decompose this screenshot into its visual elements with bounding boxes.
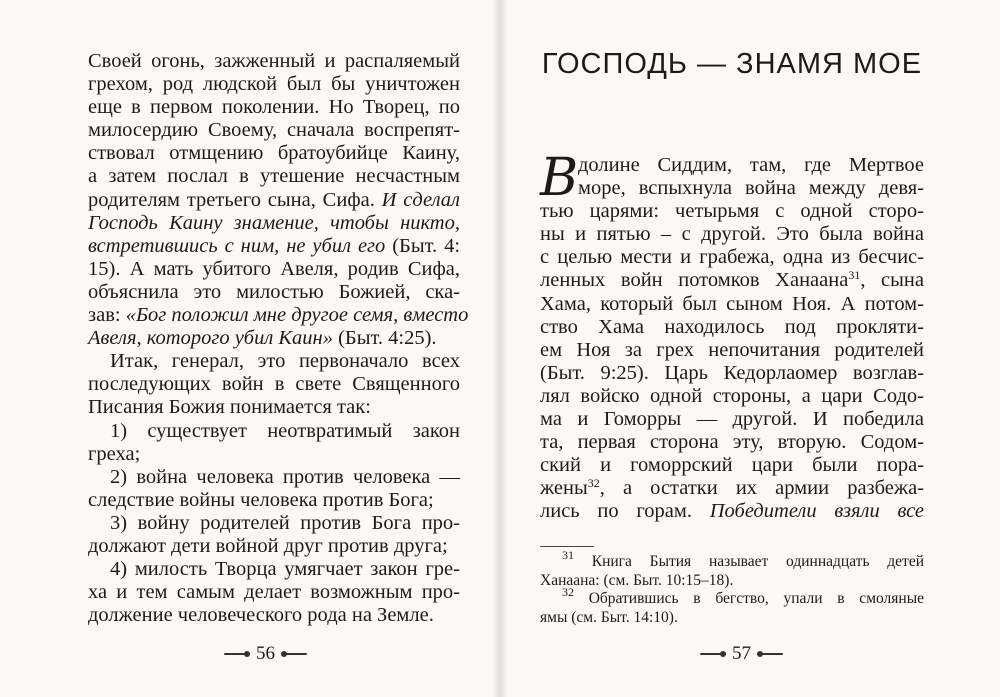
text-line: та, первая сторона эту, вторую. Содом- — [540, 431, 924, 454]
text-line: море, вспыхнула война между девя- — [578, 177, 924, 200]
text-line: Итак, генерал, это первоначало всех — [110, 350, 460, 373]
text-fragment: родителям третьего сына, Сифа. — [88, 188, 375, 211]
footnote-31 — [540, 548, 924, 590]
text-line — [540, 477, 924, 500]
text-line — [540, 500, 924, 523]
text-line: грехом, род людской был бы уничтожен — [88, 73, 460, 96]
text-line: (Быт. 9:25). Царь Кедорлаомер возглав- — [540, 361, 924, 384]
italic-quote: Авеля, которого убил Каин» — [88, 327, 333, 350]
footnote-number: 32 — [562, 585, 574, 599]
drop-cap: В — [540, 148, 579, 208]
text-fragment: , сына — [860, 269, 924, 292]
footnote-line: ямы (см. Быт. 14:10). — [540, 608, 678, 626]
text-fragment: , а остатки их армии разбежа- — [599, 477, 924, 500]
footnote-ref-31: 31 — [848, 268, 861, 283]
text-line: Хама, который был сыном Ноя. А потом- — [540, 292, 924, 315]
text-line — [88, 189, 460, 212]
page-number-value: 56 — [256, 643, 275, 664]
ornament-left-icon — [700, 651, 726, 657]
text-fragment: ленных войн потомков Ханаана — [540, 269, 849, 292]
chapter-title: ГОСПОДЬ — ЗНАМЯ МОЕ — [541, 48, 923, 80]
text-line: лял войско одной стороны, а цари Содо- — [540, 384, 924, 407]
text-line: Господь Каину знамение, чтобы никто, — [88, 211, 460, 234]
page-number — [700, 643, 783, 665]
text-fragment: жены — [540, 477, 588, 500]
text-line: тью царями: четырьмя с одной сторо- — [540, 200, 924, 223]
right-page-body — [540, 148, 924, 524]
text-line: милосердию Своему, сначала воспрепят- — [88, 119, 460, 142]
page-number-value: 57 — [732, 643, 751, 664]
text-line: 4) милость Творца умягчает закон гре- — [110, 558, 460, 581]
book-gutter — [492, 0, 508, 697]
text-line: должают дети войной друг против друга; — [88, 534, 448, 557]
text-line: ем Ноя за грех непочитания родителей — [540, 338, 924, 361]
text-line — [540, 269, 924, 292]
ornament-right-icon — [281, 651, 307, 657]
italic-quote: И сделал — [381, 188, 460, 211]
left-page-body — [88, 50, 469, 627]
text-line: с целью мести и грабежа, одна из бесчис- — [540, 246, 924, 269]
footnote-line: Ханаана: (см. Быт. 10:15–18). — [540, 571, 734, 589]
text-line: 1) существует неотвратимый закон — [110, 419, 460, 442]
text-line: Писания Божия понимается так: — [88, 396, 371, 419]
text-line: а затем послал в утешение несчастным — [88, 165, 460, 188]
scripture-reference: (Быт. 4:25). — [338, 327, 437, 350]
text-line: последующих войн в свете Священного — [88, 373, 460, 396]
ornament-right-icon — [757, 651, 783, 657]
text-line: ство Хама находилось под прокляти- — [540, 315, 924, 338]
italic-quote: встретившись с ним, не убил его — [88, 234, 386, 257]
text-line: ма и Гоморры — другой. И победила — [540, 408, 924, 431]
right-page — [500, 0, 1000, 697]
italic-quote: «Бог положил мне другое семя, вместо — [125, 304, 469, 327]
footnote-ref-32: 32 — [587, 476, 600, 491]
text-line: ны и пятью – с другой. Это была война — [540, 223, 924, 246]
footnote-number: 31 — [562, 548, 574, 562]
text-line: долине Сиддим, там, где Мертвое — [578, 154, 924, 176]
footnote-line — [540, 585, 924, 609]
text-line — [88, 304, 469, 327]
footnote-32 — [540, 585, 924, 627]
text-line: Своей огонь, зажженный и распаляемый — [88, 50, 460, 72]
text-line: греха; — [88, 442, 141, 465]
text-line: должение человеческого рода на Земле. — [88, 604, 434, 627]
text-line: объяснила это милостью Божией, ска- — [88, 280, 460, 303]
text-line: ствовал отмщению братоубийце Каину, — [88, 142, 460, 165]
footnotes — [540, 548, 924, 627]
text-line: 3) войну родителей против Бога про- — [110, 511, 460, 534]
text-line: еще в первом поколении. Но Творец, по — [88, 96, 460, 119]
footnote-divider — [540, 546, 594, 547]
text-line: следствие войны человека против Бога; — [88, 488, 434, 511]
page-number — [224, 643, 307, 665]
text-line — [88, 327, 460, 350]
text-line: 15). А мать убитого Авеля, родив Сифа, — [88, 257, 460, 280]
footnote-line — [540, 548, 924, 572]
footnote-text: Книга Бытия называет одиннадцать детей — [574, 553, 924, 570]
scripture-reference: (Быт. 4: — [392, 234, 461, 257]
text-line: 2) война человека против человека — — [110, 465, 460, 488]
text-fragment: зав: — [88, 304, 121, 327]
text-line: ский и гоморрский цари были пора- — [540, 454, 924, 477]
text-line: ха и тем самым делает возможным про- — [88, 581, 460, 604]
text-fragment: лись по горам. — [540, 500, 692, 523]
ornament-left-icon — [224, 651, 250, 657]
italic-quote: Победители взяли все — [709, 500, 924, 523]
text-line — [88, 235, 460, 258]
footnote-text: Обратившись в бегство, упали в смоляные — [574, 590, 924, 607]
